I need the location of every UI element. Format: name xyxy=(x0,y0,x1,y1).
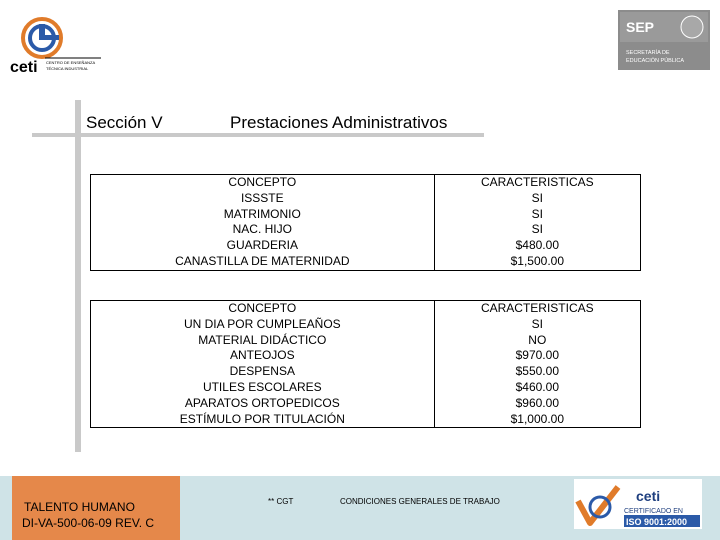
characteristic-value: SI xyxy=(531,316,543,331)
page-title: Prestaciones Administrativos xyxy=(230,113,448,132)
characteristic-value: NO xyxy=(528,332,547,347)
concept-item: GUARDERIA xyxy=(226,238,298,253)
concept-item: ESTÍMULO POR TITULACIÓN xyxy=(179,411,345,426)
footer-cgt-full: CONDICIONES GENERALES DE TRABAJO xyxy=(340,497,500,506)
characteristics-column xyxy=(434,301,640,428)
characteristic-value: $1,500.00 xyxy=(510,253,564,268)
characteristic-value: SI xyxy=(531,222,543,237)
characteristic-value: SI xyxy=(531,206,543,221)
concept-item: UN DIA POR CUMPLEAÑOS xyxy=(183,316,341,331)
characteristic-value: $550.00 xyxy=(515,364,559,379)
characteristic-value: $960.00 xyxy=(515,395,559,410)
section-label: Sección V xyxy=(86,113,163,132)
concept-item: ANTEOJOS xyxy=(229,348,295,363)
ceti-logo-line1: CENTRO DE ENSEÑANZA xyxy=(46,60,96,65)
footer-document-code: DI-VA-500-06-09 REV. C xyxy=(22,516,155,530)
characteristics-column xyxy=(434,175,640,271)
sep-logo xyxy=(618,10,710,70)
concept-item: MATRIMONIO xyxy=(223,206,301,221)
iso-certification-logo xyxy=(574,479,702,529)
characteristic-value: $460.00 xyxy=(515,379,559,394)
characteristic-value: $970.00 xyxy=(515,348,559,363)
characteristic-value: $480.00 xyxy=(515,238,559,253)
concept-item: UTILES ESCOLARES xyxy=(202,379,322,394)
footer-cgt-abbrev: ** CGT xyxy=(268,497,294,506)
characteristic-value: SI xyxy=(531,190,543,205)
table-row xyxy=(91,175,641,271)
table-row xyxy=(91,301,641,428)
concept-item: ISSSTE xyxy=(240,190,284,205)
benefits-table-1 xyxy=(90,174,641,271)
concept-column xyxy=(91,175,435,271)
concept-column xyxy=(91,301,435,428)
column-header-characteristics: CARACTERISTICAS xyxy=(480,175,594,189)
footer-department: TALENTO HUMANO xyxy=(24,500,135,514)
cert-logo-line1: CERTIFICADO EN xyxy=(624,508,683,515)
concept-item: NAC. HIJO xyxy=(232,222,292,237)
concept-item: MATERIAL DIDÁCTICO xyxy=(198,332,327,347)
column-header-concept: CONCEPTO xyxy=(228,301,297,315)
sep-logo-line1: SECRETARÍA DE xyxy=(626,50,670,56)
ceti-logo-line2: TÉCNICA INDUSTRIAL xyxy=(46,66,89,71)
column-header-concept: CONCEPTO xyxy=(228,175,297,189)
column-header-characteristics: CARACTERISTICAS xyxy=(480,301,594,315)
cert-logo-brand: ceti xyxy=(636,488,661,504)
sep-logo-line2: EDUCACIÓN PÚBLICA xyxy=(626,58,685,64)
benefits-table-2 xyxy=(90,300,641,428)
ceti-logo-name: ceti xyxy=(10,59,38,76)
concept-item: DESPENSA xyxy=(229,364,295,379)
characteristic-value: $1,000.00 xyxy=(510,411,564,426)
sep-logo-name: SEP xyxy=(626,19,655,35)
vertical-divider xyxy=(75,100,81,452)
horizontal-divider xyxy=(32,133,484,137)
concept-item: APARATOS ORTOPEDICOS xyxy=(184,395,340,410)
ceti-logo xyxy=(8,8,108,78)
cert-logo-line2: ISO 9001:2000 xyxy=(626,517,688,527)
concept-item: CANASTILLA DE MATERNIDAD xyxy=(175,253,350,268)
